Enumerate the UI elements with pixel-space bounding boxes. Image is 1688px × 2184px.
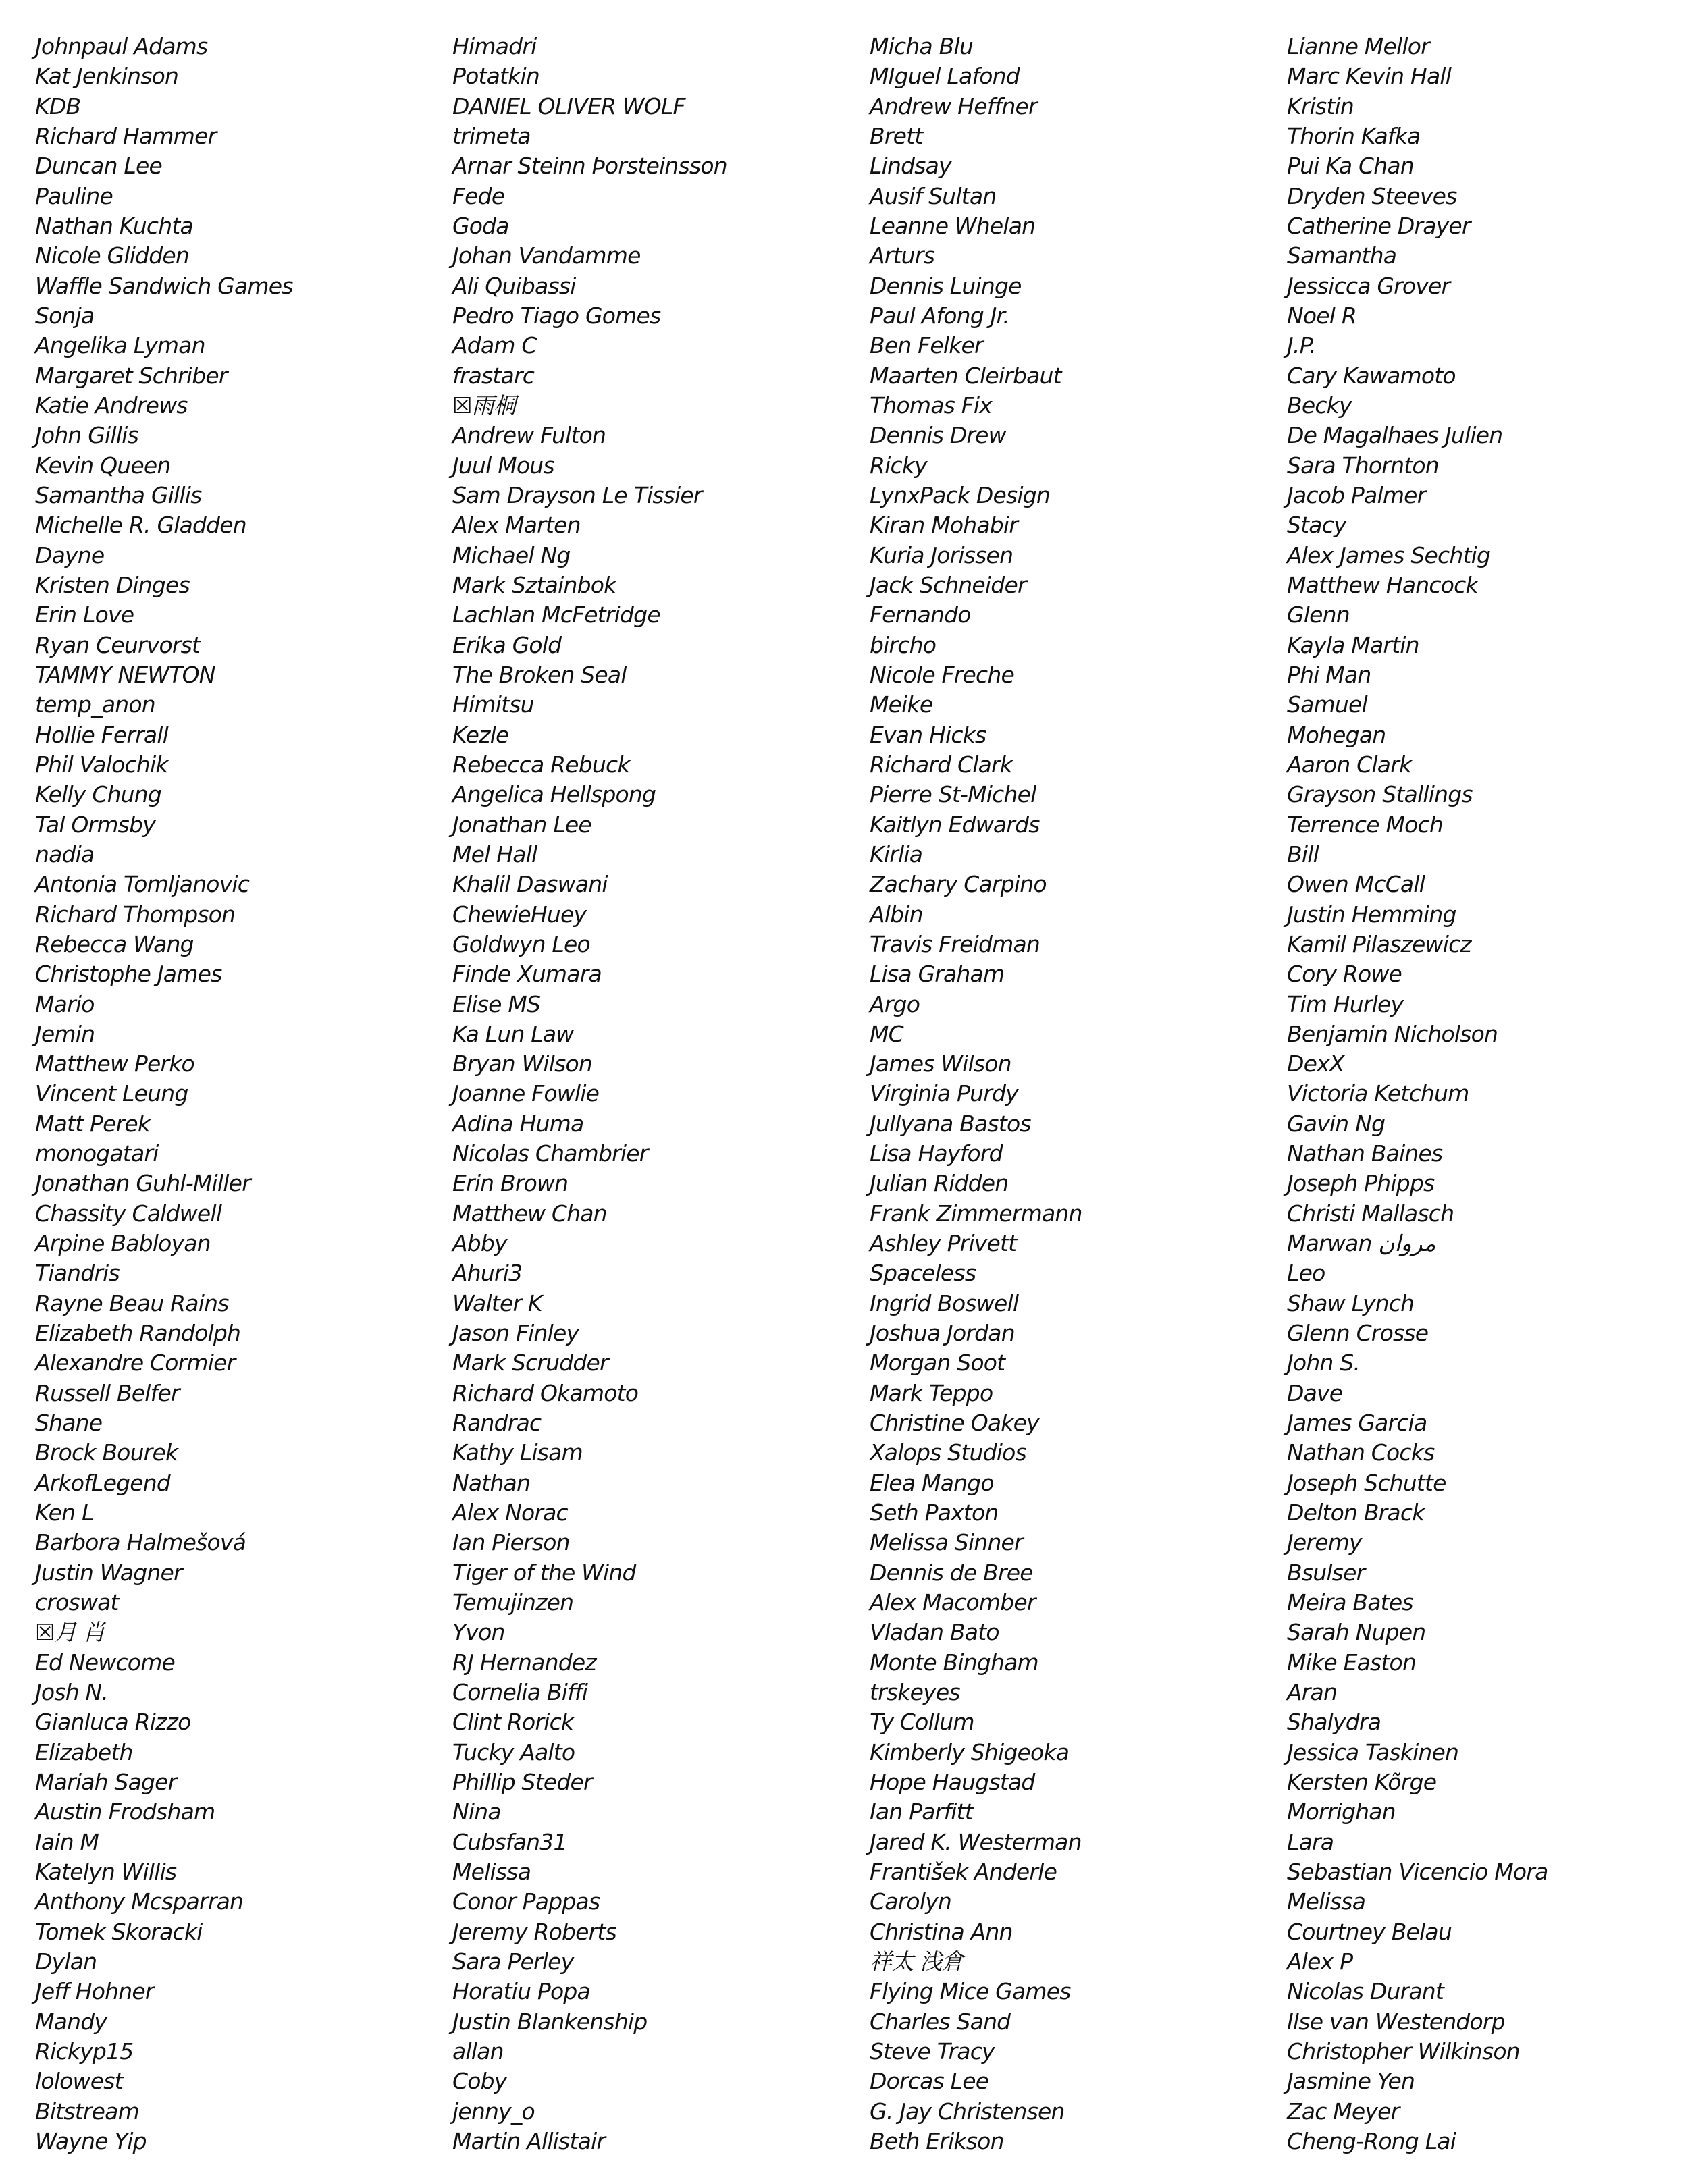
credit-name: Sara Thornton [1287,452,1439,479]
credit-name: Maarten Cleirbaut [870,362,1061,389]
credit-name: Sam Drayson Le Tissier [452,481,702,508]
credit-name: Conor Pappas [452,1888,600,1915]
credit-name: Lachlan McFetridge [452,602,660,629]
credit-name: Richard Thompson [35,901,236,928]
credit-name: 祥太 浅倉 [870,1948,964,1975]
credit-name: Waffle Sandwich Games [35,272,293,299]
credit-name: ArkofLegend [35,1469,171,1496]
credit-name: Ian Parfitt [870,1799,973,1826]
credit-name: Kuria Jorissen [870,541,1013,568]
credit-name: Xalops Studios [870,1439,1026,1466]
names-column-4 [1287,32,1688,2156]
credit-name: Finde Xumara [452,961,602,988]
credit-name: Kersten Kõrge [1287,1769,1437,1796]
credit-name: Fede [452,182,505,209]
credit-name: Kaitlyn Edwards [870,811,1040,838]
credit-name: Nicole Glidden [35,242,189,269]
credit-name: Sonja [35,302,95,329]
credit-name: Jonathan Lee [452,811,591,838]
credit-name: Rebecca Rebuck [452,751,630,778]
credit-name: Dorcas Lee [870,2068,989,2095]
credit-name: monogatari [35,1140,159,1167]
credit-name: Kamil Pilaszewicz [1287,930,1471,957]
credit-name: Jeff Hohner [35,1978,154,2005]
credit-name: Gianluca Rizzo [35,1709,191,1736]
credit-name: Pui Ka Chan [1287,153,1414,180]
credit-name: nadia [35,841,95,868]
credit-name: Fernando [870,602,971,629]
credit-name: Jullyana Bastos [870,1110,1031,1137]
credit-name: Coby [452,2068,507,2095]
credit-name: Cory Rowe [1287,961,1402,988]
credit-name: Nathan Baines [1287,1140,1443,1167]
credit-name: frastarc [452,362,535,389]
credit-name: Owen McCall [1287,871,1425,898]
credit-name: Samantha Gillis [35,481,202,508]
credit-name: Nicolas Chambrier [452,1140,648,1167]
credit-name: The Broken Seal [452,661,627,688]
credit-name: croswat [35,1589,119,1616]
credit-name: Meira Bates [1287,1589,1413,1616]
credit-name: Josh N. [35,1679,109,1706]
credit-name: Aaron Clark [1287,751,1412,778]
credit-name: Alex P [1287,1948,1353,1975]
credit-name: DANIEL OLIVER WOLF [452,92,685,119]
credit-name: Adina Huma [452,1110,584,1137]
credit-name: Ken L [35,1499,94,1526]
credit-name: Julian Ridden [870,1170,1009,1197]
credit-name: Flying Mice Games [870,1978,1071,2005]
credit-name: Jeremy [1287,1529,1362,1556]
credit-name: temp_anon [35,691,155,718]
credit-name: Elizabeth Randolph [35,1320,241,1347]
credit-name: Kimberly Shigeoka [870,1738,1070,1765]
credit-name: Arturs [870,242,934,269]
credit-name: John S. [1287,1350,1361,1377]
credit-name: Barbora Halmešová [35,1529,246,1556]
credit-name: Tucky Aalto [452,1738,575,1765]
credit-name: Andrew Fulton [452,422,606,449]
credit-name: Thomas Fix [870,392,992,419]
credit-name: Samuel [1287,691,1367,718]
credit-name: Catherine Drayer [1287,212,1471,239]
credit-name: Austin Frodsham [35,1799,215,1826]
credit-name: Marwan مروان [1287,1230,1436,1257]
credit-name: Johan Vandamme [452,242,641,269]
credit-name: Nathan Kuchta [35,212,193,239]
credit-name: Lisa Graham [870,961,1005,988]
credit-name: Pauline [35,182,113,209]
credit-name: Ahuri3 [452,1260,523,1287]
credit-name: Horatiu Popa [452,1978,590,2005]
credit-name: Joseph Schutte [1287,1469,1446,1496]
credit-name: Anthony Mcsparran [35,1888,244,1915]
credit-name: Jessica Taskinen [1287,1738,1459,1765]
credit-name: Walter K [452,1289,542,1316]
credit-name: Zac Meyer [1287,2098,1400,2125]
credit-name: Dennis Luinge [870,272,1022,299]
credit-name: TAMMY NEWTON [35,661,215,688]
credit-name: Ben Felker [870,332,983,359]
credit-name: Joshua Jordan [870,1320,1015,1347]
credit-name: James Garcia [1287,1410,1427,1437]
credit-name: Glenn Crosse [1287,1320,1429,1347]
credit-name: Matthew Hancock [1287,571,1478,598]
credit-name: Cary Kawamoto [1287,362,1456,389]
credit-name: Paul Afong Jr. [870,302,1009,329]
credit-name: Courtney Belau [1287,1918,1452,1945]
credit-name: MC [870,1020,903,1047]
credit-name: Shane [35,1410,103,1437]
credit-name: Alex Marten [452,512,581,539]
credit-name: Sarah Nupen [1287,1619,1426,1646]
credit-name: Travis Freidman [870,930,1040,957]
credit-name: Mandy [35,2008,107,2035]
credit-name: ☒雨桐 [452,392,516,419]
credit-name: Terrence Moch [1287,811,1443,838]
credit-name: Bryan Wilson [452,1050,593,1077]
credit-name: Dylan [35,1948,97,1975]
credit-name: Aran [1287,1679,1338,1706]
credit-name: Himitsu [452,691,534,718]
credit-name: Pierre St-Michel [870,781,1036,808]
credit-name: Adam C [452,332,537,359]
credit-name: Matthew Perko [35,1050,194,1077]
credit-name: Tim Hurley [1287,990,1404,1017]
credit-name: Jacob Palmer [1287,481,1426,508]
credit-name: trskeyes [870,1679,960,1706]
credit-name: Katelyn Willis [35,1859,177,1886]
credit-name: Richard Okamoto [452,1379,639,1406]
credit-name: MIguel Lafond [870,63,1020,90]
credit-name: Jasmine Yen [1287,2068,1415,2095]
credit-name: ☒月 肖 [35,1619,105,1646]
credit-name: Chassity Caldwell [35,1200,222,1227]
credit-name: Iain M [35,1828,99,1855]
credit-name: Potatkin [452,63,539,90]
credit-name: James Wilson [870,1050,1011,1077]
credit-name: Mike Easton [1287,1649,1417,1676]
credit-name: Glenn [1287,602,1350,629]
credit-name: Melissa [452,1859,531,1886]
credit-name: Mariah Sager [35,1769,177,1796]
credit-name: Rickyp15 [35,2037,134,2065]
credit-name: Lara [1287,1828,1334,1855]
credit-name: KDB [35,92,81,119]
credit-name: Ausif Sultan [870,182,997,209]
credit-name: Elea Mango [870,1469,994,1496]
credit-name: Hope Haugstad [870,1769,1035,1796]
names-column-2 [452,32,858,2156]
credit-name: Marc Kevin Hall [1287,63,1452,90]
credit-name: Goda [452,212,509,239]
credit-name: Seth Paxton [870,1499,999,1526]
credit-name: Micha Blu [870,33,973,59]
credit-name: Nathan Cocks [1287,1439,1435,1466]
credit-name: Yvon [452,1619,505,1646]
credit-name: Carolyn [870,1888,952,1915]
credit-name: Nicolas Durant [1287,1978,1444,2005]
credit-name: Shalydra [1287,1709,1381,1736]
credit-name: Russell Belfer [35,1379,180,1406]
credit-name: Cornelia Biffi [452,1679,588,1706]
credit-name: Delton Brack [1287,1499,1425,1526]
credit-name: Erika Gold [452,631,562,658]
credit-name: Jonathan Guhl-Miller [35,1170,250,1197]
credit-name: Vladan Bato [870,1619,999,1646]
credit-name: Pedro Tiago Gomes [452,302,661,329]
credit-name: Katie Andrews [35,392,188,419]
credit-name: Abby [452,1230,507,1257]
credit-name: Matthew Chan [452,1200,607,1227]
credit-name: Michael Ng [452,541,571,568]
credit-name: Kirlia [870,841,923,868]
credit-name: trimeta [452,122,531,149]
credit-name: RJ Hernandez [452,1649,596,1676]
credit-name: Tiger of the Wind [452,1559,636,1586]
credit-name: Khalil Daswani [452,871,608,898]
credit-name: ChewieHuey [452,901,587,928]
credit-name: Clint Rorick [452,1709,574,1736]
credit-name: Kevin Queen [35,452,171,479]
credit-name: Kristen Dinges [35,571,190,598]
credit-name: Phi Man [1287,661,1371,688]
credit-name: Duncan Lee [35,153,163,180]
credit-name: Mario [35,990,95,1017]
credit-name: Mark Teppo [870,1379,993,1406]
credit-name: Bill [1287,841,1319,868]
credit-name: Arnar Steinn Þorsteinsson [452,153,727,180]
credit-name: Angelica Hellspong [452,781,656,808]
credit-name: Kezle [452,721,509,748]
credit-name: Phillip Steder [452,1769,592,1796]
credit-name: Joanne Fowlie [452,1080,600,1107]
credit-name: Vincent Leung [35,1080,188,1107]
credit-name: Virginia Purdy [870,1080,1018,1107]
names-column-1 [35,32,440,2156]
credit-name: Evan Hicks [870,721,986,748]
credit-name: Monte Bingham [870,1649,1038,1676]
credit-name: Jessicca Grover [1287,272,1450,299]
credit-name: Morgan Soot [870,1350,1005,1377]
credit-name: Kristin [1287,92,1354,119]
credit-name: Morrighan [1287,1799,1396,1826]
credit-name: Jemin [35,1020,95,1047]
credit-name: Phil Valochik [35,751,168,778]
credit-name: Ingrid Boswell [870,1289,1019,1316]
credit-name: Mohegan [1287,721,1386,748]
credit-name: Meike [870,691,933,718]
credit-name: Noel R [1287,302,1356,329]
credit-name: Rebecca Wang [35,930,194,957]
credit-name: Thorin Kafka [1287,122,1421,149]
credit-name: Beth Erikson [870,2127,1004,2154]
credit-name: Dennis Drew [870,422,1006,449]
credit-name: Brett [870,122,923,149]
credit-name: Jack Schneider [870,571,1026,598]
credit-name: Tal Ormsby [35,811,155,838]
credit-name: bircho [870,631,937,658]
credit-name: Alex Norac [452,1499,568,1526]
credit-name: Nina [452,1799,501,1826]
credit-name: Grayson Stallings [1287,781,1473,808]
credit-name: Lisa Hayford [870,1140,1003,1167]
credit-name: Erin Love [35,602,134,629]
credit-name: Stacy [1287,512,1346,539]
credit-name: Charles Sand [870,2008,1011,2035]
credit-name: Jason Finley [452,1320,579,1347]
credit-name: Erin Brown [452,1170,569,1197]
credit-name: Bitstream [35,2098,139,2125]
credit-name: Tiandris [35,1260,120,1287]
credit-name: Ilse van Westendorp [1287,2008,1505,2035]
credit-name: Hollie Ferrall [35,721,169,748]
credit-name: G. Jay Christensen [870,2098,1065,2125]
credit-name: Johnpaul Adams [35,33,208,59]
credit-name: Christina Ann [870,1918,1013,1945]
credit-name: Lindsay [870,153,951,180]
names-column-3 [870,32,1275,2156]
credit-name: Ashley Privett [870,1230,1017,1257]
credit-name: Frank Zimmermann [870,1200,1082,1227]
credit-name: Sebastian Vicencio Mora [1287,1859,1548,1886]
credit-name: Justin Wagner [35,1559,182,1586]
credit-name: Richard Hammer [35,122,217,149]
credit-name: Angelika Lyman [35,332,205,359]
credit-name: John Gillis [35,422,138,449]
credit-name: Dayne [35,541,105,568]
credit-name: Bsulser [1287,1559,1365,1586]
credit-name: Matt Perek [35,1110,151,1137]
credit-name: Ricky [870,452,927,479]
credit-name: Elise MS [452,990,541,1017]
credit-name: Elizabeth [35,1738,133,1765]
credit-name: Benjamin Nicholson [1287,1020,1498,1047]
credit-name: Goldwyn Leo [452,930,590,957]
credit-name: Alex James Sechtig [1287,541,1491,568]
credit-name: Christophe James [35,961,222,988]
credit-name: Richard Clark [870,751,1013,778]
credit-name: Temujinzen [452,1589,574,1616]
credit-name: Dennis de Bree [870,1559,1033,1586]
credit-name: LynxPack Design [870,481,1050,508]
credit-name: Alexandre Cormier [35,1350,236,1377]
credit-name: Dave [1287,1379,1343,1406]
credit-name: Kathy Lisam [452,1439,583,1466]
credit-name: Brock Bourek [35,1439,178,1466]
credit-name: Juul Mous [452,452,554,479]
credit-name: Mark Scrudder [452,1350,608,1377]
credit-name: Christopher Wilkinson [1287,2037,1520,2065]
credit-name: Kiran Mohabir [870,512,1018,539]
credit-name: Himadri [452,33,537,59]
credit-name: Jared K. Westerman [870,1828,1082,1855]
credit-name: Gavin Ng [1287,1110,1386,1137]
credit-name: Kayla Martin [1287,631,1419,658]
credit-name: Antonia Tomljanovic [35,871,250,898]
credit-name: Margaret Schriber [35,362,228,389]
credit-name: Ian Pierson [452,1529,570,1556]
credit-name: Albin [870,901,923,928]
credit-name: lolowest [35,2068,123,2095]
credit-name: Spaceless [870,1260,976,1287]
credit-name: Sara Perley [452,1948,574,1975]
credit-name: De Magalhaes Julien [1287,422,1503,449]
credit-name: Dryden Steeves [1287,182,1457,209]
credit-name: Leo [1287,1260,1325,1287]
credit-name: Cheng-Rong Lai [1287,2127,1456,2154]
credit-name: Randrac [452,1410,542,1437]
credit-name: Kelly Chung [35,781,162,808]
credit-name: Alex Macomber [870,1589,1036,1616]
credit-name: Lianne Mellor [1287,33,1429,59]
credit-name: Christi Mallasch [1287,1200,1454,1227]
credit-name: Ryan Ceurvorst [35,631,201,658]
credit-name: Ed Newcome [35,1649,176,1676]
credit-name: Joseph Phipps [1287,1170,1435,1197]
credit-name: Victoria Ketchum [1287,1080,1469,1107]
credit-name: Christine Oakey [870,1410,1039,1437]
credit-name: Leanne Whelan [870,212,1036,239]
credit-name: Ka Lun Law [452,1020,574,1047]
credit-name: Mark Sztainbok [452,571,616,598]
credit-name: jenny_o [452,2098,535,2125]
credit-name: Justin Blankenship [452,2008,648,2035]
credit-name: DexX [1287,1050,1344,1077]
credit-name: Samantha [1287,242,1397,269]
credit-name: Tomek Skoracki [35,1918,203,1945]
credit-name: Mel Hall [452,841,537,868]
credit-name: J.P. [1287,332,1316,359]
credit-name: Shaw Lynch [1287,1289,1415,1316]
credit-name: allan [452,2037,504,2065]
credit-name: Zachary Carpino [870,871,1047,898]
credit-name: Melissa Sinner [870,1529,1023,1556]
credit-name: Ali Quibassi [452,272,576,299]
credit-name: Steve Tracy [870,2037,995,2065]
credit-name: Cubsfan31 [452,1828,567,1855]
credit-name: Ty Collum [870,1709,974,1736]
credit-name: Argo [870,990,920,1017]
credit-name: Melissa [1287,1888,1366,1915]
credit-name: Michelle R. Gladden [35,512,246,539]
credit-name: Wayne Yip [35,2127,147,2154]
credit-name: Jeremy Roberts [452,1918,616,1945]
credit-name: Rayne Beau Rains [35,1289,229,1316]
credit-name: František Anderle [870,1859,1057,1886]
credit-name: Becky [1287,392,1352,419]
credit-name: Nicole Freche [870,661,1014,688]
credit-name: Arpine Babloyan [35,1230,211,1257]
credit-name: Kat Jenkinson [35,63,179,90]
credit-name: Andrew Heffner [870,92,1037,119]
credit-name: Nathan [452,1469,531,1496]
credit-name: Martin Allistair [452,2127,606,2154]
credit-name: Justin Hemming [1287,901,1456,928]
